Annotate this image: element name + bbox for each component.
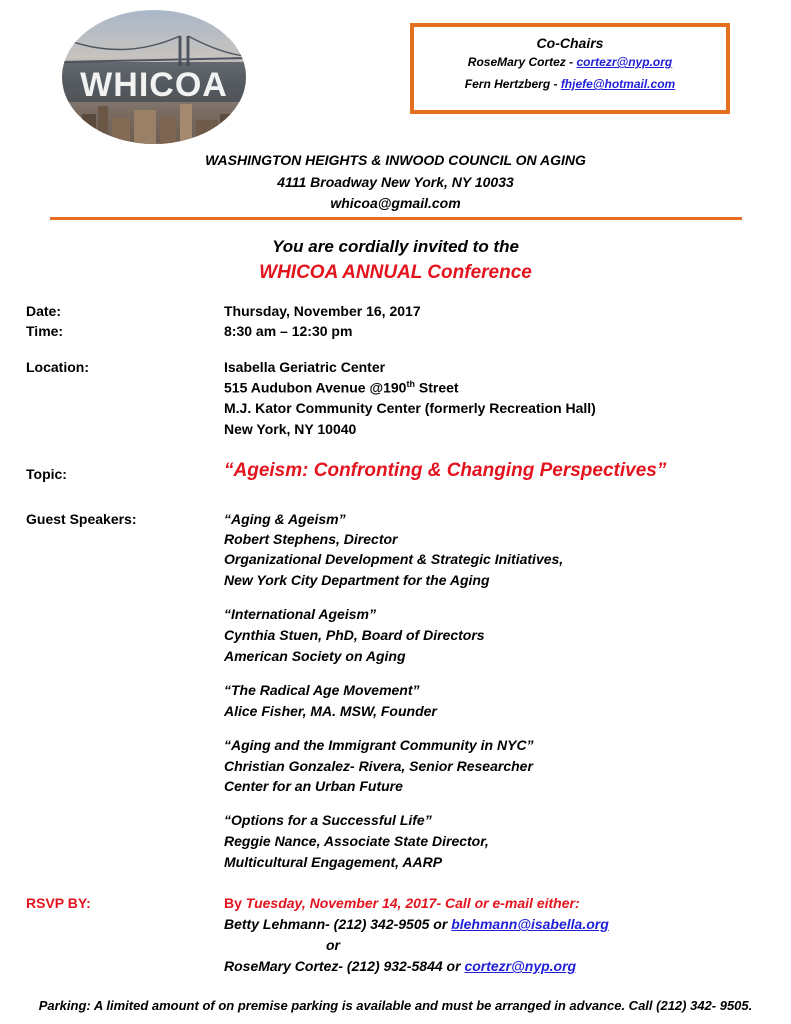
guest-speakers-label: Guest Speakers: xyxy=(26,511,137,527)
rsvp-label: RSVP BY: xyxy=(26,895,91,911)
time-value: 8:30 am – 12:30 pm xyxy=(224,323,353,339)
cochairs-title: Co-Chairs xyxy=(536,35,604,51)
speaker-line: “International Ageism” xyxy=(224,606,376,622)
invite-line: You are cordially invited to the xyxy=(272,237,519,256)
location-line: 515 Audubon Avenue @190th Street xyxy=(224,379,459,396)
rsvp-deadline: By Tuesday, November 14, 2017- Call or e-mail either: xyxy=(224,895,580,911)
speaker-line: “Aging and the Immigrant Community in NYC” xyxy=(224,737,534,753)
speaker-line: Center for an Urban Future xyxy=(224,778,403,794)
topic-value: “Ageism: Confronting & Changing Perspectives” xyxy=(224,460,667,481)
speaker-line: New York City Department for the Aging xyxy=(224,572,490,588)
rsvp-contact: Betty Lehmann- (212) 342-9505 or blehmann@isabella.org xyxy=(224,916,609,932)
location-label: Location: xyxy=(26,359,89,375)
cochair-row xyxy=(414,55,726,69)
speaker-line: Multicultural Engagement, AARP xyxy=(224,854,443,870)
rsvp-contact: RoseMary Cortez- (212) 932-5844 or cortezr@nyp.org xyxy=(224,958,577,974)
speaker-line: “The Radical Age Movement” xyxy=(224,682,420,698)
speaker-line: “Aging & Ageism” xyxy=(224,511,346,527)
location-line: Isabella Geriatric Center xyxy=(224,359,386,375)
header-divider xyxy=(50,217,742,220)
org-email: whicoa@gmail.com xyxy=(330,195,461,211)
cochair-email-link[interactable]: fhjefe@hotmail.com xyxy=(560,77,676,91)
date-value: Thursday, November 16, 2017 xyxy=(224,303,421,319)
city-skyline-graphic xyxy=(62,102,246,144)
date-label: Date: xyxy=(26,303,62,319)
rsvp-email-link[interactable]: blehmann@isabella.org xyxy=(451,916,609,932)
whicoa-logo xyxy=(62,10,246,144)
cochairs-box xyxy=(410,23,730,114)
logo-text: WHICOA xyxy=(80,66,228,104)
speaker-line: American Society on Aging xyxy=(224,648,406,664)
speaker-line: Christian Gonzalez- Rivera, Senior Researcher xyxy=(224,758,533,774)
speaker-line: Cynthia Stuen, PhD, Board of Directors xyxy=(224,627,485,643)
rsvp-email-link[interactable]: cortezr@nyp.org xyxy=(464,958,577,974)
org-name: WASHINGTON HEIGHTS & INWOOD COUNCIL ON AGING xyxy=(205,152,586,168)
topic-label: Topic: xyxy=(26,466,67,482)
speaker-line: Alice Fisher, MA. MSW, Founder xyxy=(224,703,437,719)
org-address: 4111 Broadway New York, NY 10033 xyxy=(277,174,514,190)
location-line: New York, NY 10040 xyxy=(224,421,357,437)
conference-title: WHICOA ANNUAL Conference xyxy=(259,262,532,283)
cochair-email-link[interactable]: cortezr@nyp.org xyxy=(576,55,673,69)
parking-note: Parking: A limited amount of on premise parking is available and must be arranged in advance. Call (212) 342- 9505. xyxy=(38,998,753,1013)
speaker-line: Reggie Nance, Associate State Director, xyxy=(224,833,489,849)
cochair-name: RoseMary Cortez - xyxy=(467,55,577,69)
cochair-name: Fern Hertzberg - xyxy=(464,77,561,91)
time-label: Time: xyxy=(26,323,64,339)
speaker-line: Robert Stephens, Director xyxy=(224,531,398,547)
cochair-row xyxy=(414,77,726,91)
location-line: M.J. Kator Community Center (formerly Recreation Hall) xyxy=(224,400,596,416)
rsvp-or: or xyxy=(326,937,340,953)
speaker-line: “Options for a Successful Life” xyxy=(224,812,432,828)
speaker-line: Organizational Development & Strategic Initiatives, xyxy=(224,551,564,567)
